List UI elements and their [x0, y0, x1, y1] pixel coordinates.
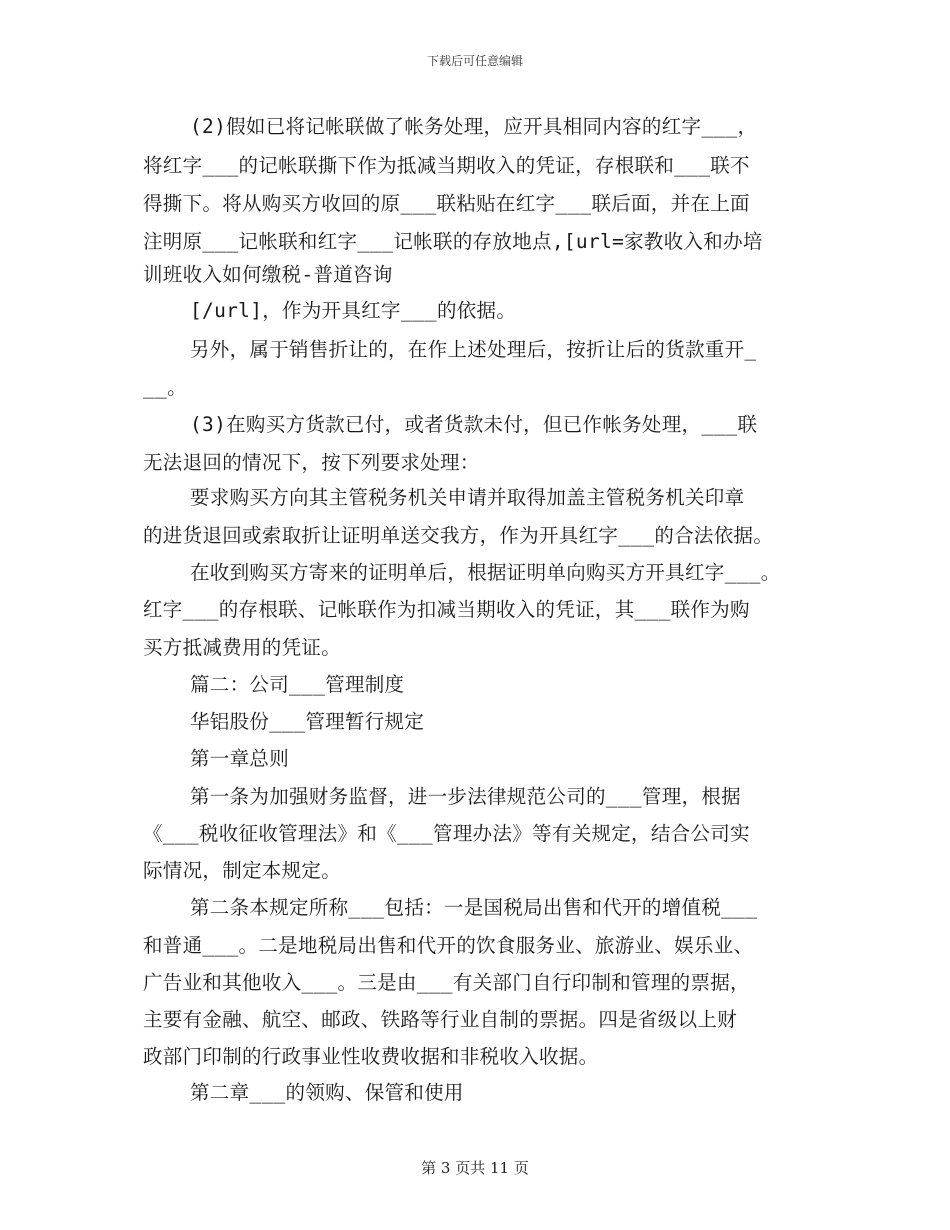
text-line: 在收到购买方寄来的证明单后，根据证明单向购买方开具红字___。: [190, 561, 781, 584]
text-line: 政部门印制的行政事业性收费收据和非税收入收据。: [143, 1045, 599, 1068]
text-line: 第一条为加强财务监督，进一步法律规范公司的___管理，根据: [190, 785, 741, 808]
text-line: 广告业和其他收入___。三是由___有关部门自行印制和管理的票据，: [143, 971, 750, 994]
text-line: 要求购买方向其主管税务机关申请并取得加盖主管税务机关印章: [190, 486, 745, 509]
page-footer: 第 3 页共 11 页: [421, 1159, 529, 1177]
text-line: 《___税收征收管理法》和《___管理办法》等有关规定，结合公司实: [143, 822, 750, 845]
text-line: 主要有金融、航空、邮政、铁路等行业自制的票据。四是省级以上财: [143, 1008, 738, 1031]
text-line: __。: [143, 376, 187, 399]
text-line: [/url]，作为开具红字___的依据。: [190, 299, 517, 322]
text-line: 注明原___记帐联和红字___记帐联的存放地点,[url=家教收入和办培: [143, 230, 763, 253]
text-line: 际情况，制定本规定。: [143, 859, 342, 882]
text-line: 得撕下。将从购买方收回的原___联粘贴在红字___联后面，并在上面: [143, 192, 750, 215]
page-header: 下载后可任意编辑: [426, 54, 523, 68]
text-line: 训班收入如何缴税-普道咨询: [143, 263, 393, 286]
chapter-heading: 第二章___的领购、保管和使用: [190, 1081, 464, 1104]
text-line: 另外，属于销售折让的，在作上述处理后，按折让后的货款重开_: [190, 338, 757, 361]
text-line: 将红字___的记帐联撕下作为抵减当期收入的凭证，存根联和___联不: [143, 154, 750, 177]
text-line: 红字___的存根联、记帐联作为扣减当期收入的凭证，其___联作为购: [143, 598, 750, 621]
text-line: (2)假如已将记帐联做了帐务处理，应开具相同内容的红字___，: [190, 115, 758, 138]
text-line: 和普通___。二是地税局出售和代开的饮食服务业、旅游业、娱乐业、: [143, 934, 754, 957]
text-line: 第二条本规定所称___包括：一是国税局出售和代开的增值税___: [190, 896, 758, 919]
text-line: 买方抵减费用的凭证。: [143, 636, 342, 659]
chapter-heading: 第一章总则: [190, 747, 290, 770]
text-line: 的进货退回或索取折让证明单送交我方，作为开具红字___的合法依据。: [143, 524, 774, 547]
section-heading: 篇二：公司___管理制度: [190, 673, 405, 696]
document-title: 华铝股份___管理暂行规定: [190, 710, 425, 733]
text-line: (3)在购买方货款已付，或者货款未付，但已作帐务处理，___联: [190, 413, 758, 436]
text-line: 无法退回的情况下，按下列要求处理：: [143, 451, 480, 474]
